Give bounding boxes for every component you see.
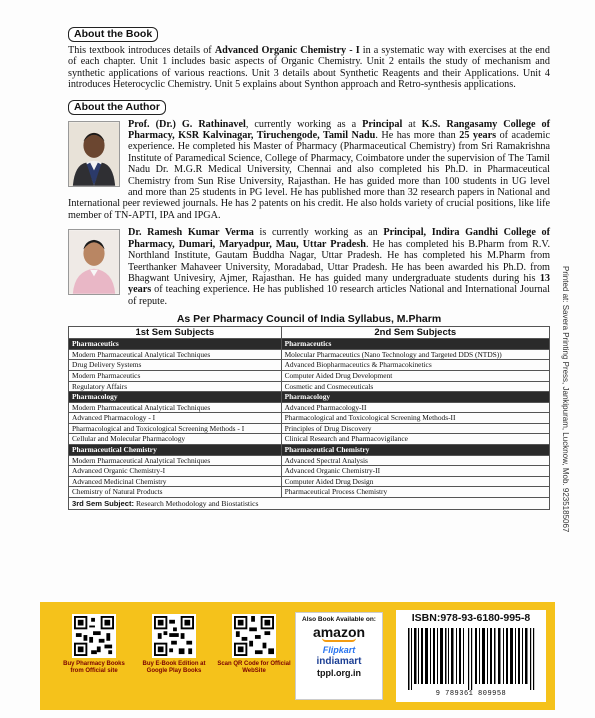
qr-pattern: [234, 616, 274, 656]
footer-band: [40, 602, 555, 710]
author-2-block: [68, 227, 550, 307]
table-cell: Molecular Pharmaceutics (Nano Technology and Targeted DDS (NTDS)): [281, 349, 549, 360]
syllabus-title: As Per Pharmacy Council of India Syllabus, M.Pharm: [176, 313, 442, 326]
table-cell: Regulatory Affairs: [69, 381, 282, 392]
store-availability-box: [295, 612, 383, 700]
qr-pattern: [154, 616, 194, 656]
sem2-header: 2nd Sem Subjects: [281, 327, 549, 339]
about-author-section: [68, 97, 550, 308]
category-cell: Pharmaceutics: [281, 339, 549, 350]
table-cell: Advanced Biopharmaceutics & Pharmacokinetics: [281, 360, 549, 371]
table-row: [69, 476, 550, 487]
table-row: [69, 455, 550, 466]
author-1-text-4: of academic experience. He completed his Master of Pharmacy (Pharmaceutical Chemistry) from Sri Ramakrishna Institute of Paramedical Science, College of Pharmacy, Coimbatore under the supervision of The Tamil Nadu Dr. M.G.R Medical University, Chennai and also completed his Ph.D. in Pharmaceutical Chemistry from Sun Rise University, Rajasthan. He has guided more than 100 students in UG level and more than 25 students in PG level. He has published more than 32 research papers in National and International peer reviewed journals. He has 2 patents on his credit. He also holds variety of crucial positions, like life member of TN-APTI, IPA and IPGA.: [68, 130, 550, 221]
qr-google-play[interactable]: [136, 614, 212, 675]
sem3-subject-row: [68, 498, 550, 510]
category-row: [69, 392, 550, 403]
author-1-portrait: [69, 122, 119, 186]
author-2-name: Dr. Ramesh Kumar Verma: [128, 227, 254, 239]
sem3-label: 3rd Sem Subject:: [72, 499, 135, 509]
qr-code-icon: [72, 614, 116, 658]
store-header: Also Book Available on:: [302, 616, 376, 623]
table-row: [69, 381, 550, 392]
author-2-position: Principal, Indira Gandhi College of Pharmacy, Dumari, Maryadpur, Mau, Uttar Pradesh: [128, 227, 550, 250]
table-row: [69, 423, 550, 434]
category-row: [69, 339, 550, 350]
author-1-text-1: , currently working as a: [245, 118, 363, 130]
indiamart-logo[interactable]: indiamart: [316, 656, 362, 667]
table-cell: Modern Pharmaceutical Analytical Techniques: [69, 455, 282, 466]
website-link[interactable]: tppl.org.in: [317, 668, 361, 678]
category-cell: Pharmaceutical Chemistry: [69, 445, 282, 456]
qr-caption: Scan QR Code for Official WebSite: [217, 661, 291, 674]
table-cell: Chemistry of Natural Products: [69, 487, 282, 498]
about-book-heading: About the Book: [68, 27, 158, 42]
table-row: [69, 370, 550, 381]
author-2-text-2: . He has completed his B.Pharm from R.V. Northland Institute, Gautam Buddha Nagar, Uttar Pradesh. He has completed his M.Pharm from Teerthanker Mahaveer University, Moradabad, Uttar Pradesh. He has been awarded his Ph.D. from Bhagwant Univesiry, Ajmer, Rajasthan. He has guided many undergraduate students during his: [128, 238, 551, 284]
table-cell: Computer Aided Drug Design: [281, 476, 549, 487]
amazon-logo[interactable]: amazon: [312, 624, 366, 640]
about-book-text: [68, 45, 550, 91]
table-cell: Pharmacological and Toxicological Screening Methods - I: [69, 423, 282, 434]
sem3-value: Research Methodology and Biostatistics: [134, 499, 259, 509]
qr-code-icon: [152, 614, 196, 658]
isbn-block: [396, 610, 546, 702]
sem1-header: 1st Sem Subjects: [69, 327, 282, 339]
about-book-section: [68, 24, 550, 91]
qr-caption: Buy Pharmacy Books from Official site: [63, 661, 125, 674]
category-row: [69, 445, 550, 456]
author-2-portrait: [69, 230, 119, 294]
table-cell: Modern Pharmaceutics: [69, 370, 282, 381]
category-cell: Pharmaceutical Chemistry: [281, 445, 549, 456]
qr-website[interactable]: [216, 614, 292, 675]
table-cell: Advanced Pharmacology-II: [281, 402, 549, 413]
flipkart-logo[interactable]: Flipkart: [322, 645, 356, 655]
table-cell: Advanced Spectral Analysis: [281, 455, 549, 466]
barcode-icon: [404, 628, 538, 690]
author-2-bio: [68, 227, 550, 307]
barcode-digits: 9 789361 809958: [435, 690, 507, 698]
printer-credit: Printed at: Savera Printing Press, Jankipuram, Lucknow, Mob. 9235185067: [561, 266, 570, 533]
table-cell: Advanced Pharmacology - I: [69, 413, 282, 424]
author-2-photo: [68, 229, 120, 295]
about-book-text-2: in a systematic way with exercises at the end of each chapter. Unit 1 includes basic aspects of Organic Chemistry. Unit 2 entails the study of mechanism and synthetic applications of various reactions. Unit 3 details about Synthetic Reagents and their Applications. Unit 4 introduces Heterocyclic Chemistry. Unit 5 explains about Synthon approach and Retro-synthesis applications.: [68, 45, 550, 91]
table-row: [69, 434, 550, 445]
table-cell: Principles of Drug Discovery: [281, 423, 549, 434]
author-1-name: Prof. (Dr.) G. Rathinavel: [128, 118, 246, 130]
qr-code-icon: [232, 614, 276, 658]
author-2-text-3: of teaching experience. He has published 10 research articles National and International Journal of repute.: [128, 284, 550, 307]
table-cell: Modern Pharmaceutical Analytical Techniques: [69, 402, 282, 413]
table-cell: Drug Delivery Systems: [69, 360, 282, 371]
syllabus-header-row: [69, 327, 550, 339]
table-cell: Cellular and Molecular Pharmacology: [69, 434, 282, 445]
category-cell: Pharmacology: [281, 392, 549, 403]
table-row: [69, 487, 550, 498]
author-2-text-1: is currently working as an: [253, 227, 384, 239]
main-content: [68, 24, 550, 510]
table-cell: Pharmaceutical Process Chemistry: [281, 487, 549, 498]
qr-pattern: [74, 616, 114, 656]
table-row: [69, 349, 550, 360]
author-1-college: K.S. Rangasamy College of Pharmacy, KSR Kalvinagar, Tiruchengode, Tamil Nadu: [128, 118, 550, 142]
author-1-position: Principal: [362, 118, 403, 130]
author-1-text-2: at: [402, 118, 422, 130]
table-row: [69, 413, 550, 424]
author-1-years: 25 years: [459, 130, 497, 142]
about-author-heading: About the Author: [68, 100, 166, 115]
author-2-years: 13 years: [128, 272, 550, 296]
isbn-number: ISBN:978-93-6180-995-8: [411, 612, 531, 624]
table-cell: Advanced Medicinal Chemistry: [69, 476, 282, 487]
qr-official-site[interactable]: [56, 614, 132, 675]
about-book-text-1: This textbook introduces details of: [68, 45, 215, 56]
table-cell: Advanced Organic Chemistry-I: [69, 466, 282, 477]
qr-caption: Buy E-Book Edition at Google Play Books: [142, 661, 206, 674]
table-cell: Pharmacological and Toxicological Screening Methods-II: [281, 413, 549, 424]
author-1-photo: [68, 121, 120, 187]
author-1-bio: [68, 119, 550, 222]
table-cell: Clinical Research and Pharmacovigilance: [281, 434, 549, 445]
table-cell: Computer Aided Drug Development: [281, 370, 549, 381]
table-cell: Cosmetic and Cosmeceuticals: [281, 381, 549, 392]
table-row: [69, 360, 550, 371]
table-row: [69, 402, 550, 413]
table-cell: Advanced Organic Chemistry-II: [281, 466, 549, 477]
category-cell: Pharmaceutics: [69, 339, 282, 350]
table-cell: Modern Pharmaceutical Analytical Techniques: [69, 349, 282, 360]
author-1-block: [68, 119, 550, 222]
table-row: [69, 466, 550, 477]
category-cell: Pharmacology: [69, 392, 282, 403]
book-title-bold: Advanced Organic Chemistry - I: [214, 45, 360, 56]
author-1-text-3: . He has more than: [375, 130, 460, 142]
syllabus-table: [68, 326, 550, 498]
